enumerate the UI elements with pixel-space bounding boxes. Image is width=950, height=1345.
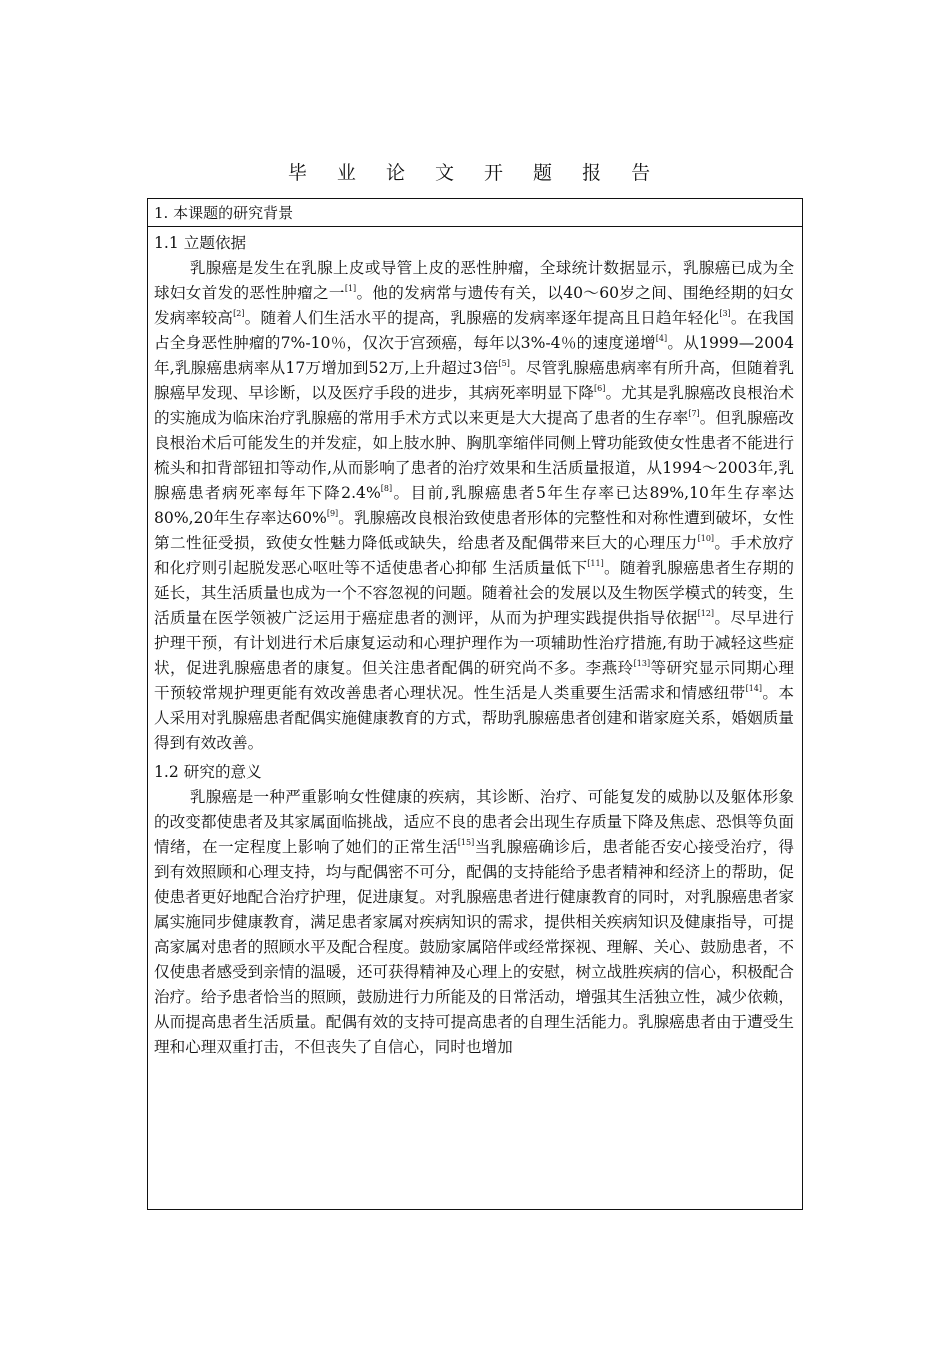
citation-marker: [5] <box>498 359 510 368</box>
section-body <box>148 227 802 1060</box>
text-run: 。随着乳腺癌患者生存期的延长，其生活质量也成为一个不容忽视的问题。随着社会的发展以及生物医学模式的转变，生活质量在医学领被广泛运用于癌症患者的测评，从而为护理实践提供指导依据 <box>154 559 794 627</box>
citation-marker: [8] <box>380 484 393 493</box>
text-run: 。尽早进行护理干预，有计划进行术后康复运动和心理护理作为一项辅助性治疗措施,有助于减轻这些症状，促进乳腺癌患者的康复。但关注患者配偶的研究尚不多。李燕玲 <box>154 609 794 677</box>
text-run: 等研究显示同期心理干预较常规护理更能有效改善患者心理状况。性生活是人类重要生活需求和情感纽带 <box>154 659 794 702</box>
page-title: 毕 业 论 文 开 题 报 告 <box>287 162 663 184</box>
citation-marker: [14] <box>745 684 762 693</box>
significance-paragraph <box>154 785 794 1060</box>
text-run: 。在我国占全身恶性肿瘤的7%-10％，仅次于宫颈癌，每年以3%-4％的速度递增 <box>154 309 794 352</box>
subsection-heading-basis: 1.1 立题依据 <box>154 234 247 252</box>
section-heading: 1. 本课题的研究背景 <box>148 199 802 227</box>
text-run: 当乳腺癌确诊后，患者能否安心接受治疗，得到有效照顾和心理支持，均与配偶密不可分，配偶的支持能给予患者精神和经济上的帮助，促使患者更好地配合治疗护理，促进康复。对乳腺癌患者进行健康教育的同时，对乳腺癌患者家属实施同步健康教育，满足患者家属对疾病知识的需求，提供相关疾病知识及健康指导，可提高家属对患者的照顾水平及配合程度。鼓励家属陪伴或经常探视、理解、关心、鼓励患者，不仅使患者感受到亲情的温暖，还可获得精神及心理上的安慰，树立战胜疾病的信心，积极配合治疗。给予患者恰当的照顾，鼓励进行力所能及的日常活动，增强其生活独立性，减少依赖，从而提高患者生活质量。配偶有效的支持可提高患者的自理生活能力。乳腺癌患者由于遭受生理和心理双重打击，不但丧失了自信心，同时也增加 <box>154 838 794 1056</box>
citation-marker: [1] <box>344 284 357 293</box>
citation-marker: [2] <box>233 309 245 318</box>
citation-marker: [4] <box>655 334 668 343</box>
citation-marker: [10] <box>697 534 715 543</box>
citation-marker: [13] <box>633 659 651 668</box>
citation-marker: [3] <box>719 309 731 318</box>
citation-marker: [12] <box>697 609 715 618</box>
citation-marker: [7] <box>688 409 700 418</box>
text-run: 乳腺癌是发生在乳腺上皮或导管上皮的恶性肿瘤，全球统计数据显示，乳腺癌已成为全球妇女首发的恶性肿瘤之一 <box>154 259 794 302</box>
text-run: 。手术放疗和化疗则引起脱发恶心呕吐等不适使患者心抑郁 生活质量低下 <box>154 534 794 577</box>
subsection-heading-significance: 1.2 研究的意义 <box>154 763 262 781</box>
citation-marker: [11] <box>587 559 604 568</box>
text-run: 。从1999—2004年,乳腺癌患病率从17万增加到52万,上升超过3倍 <box>154 334 794 377</box>
report-form-frame <box>147 198 803 1210</box>
citation-marker: [15] <box>457 838 475 847</box>
text-run: 。本人采用对乳腺癌患者配偶实施健康教育的方式，帮助乳腺癌患者创建和谐家庭关系，婚姻质量得到有效改善。 <box>154 684 794 752</box>
citation-marker: [6] <box>594 384 606 393</box>
text-run: 。他的发病常与遗传有关，以40～60岁之间、围绝经期的妇女发病率较高 <box>154 284 794 327</box>
text-run: 。随着人们生活水平的提高，乳腺癌的发病率逐年提高且日趋年轻化 <box>244 309 720 327</box>
text-run: 。尽管乳腺癌患病率有所升高，但随着乳腺癌早发现、早诊断，以及医疗手段的进步，其病死率明显下降 <box>154 359 794 402</box>
text-run: 。乳腺癌改良根治致使患者形体的完整性和对称性遭到破坏，女性第二性征受损，致使女性魅力降低或缺失，给患者及配偶带来巨大的心理压力 <box>154 509 794 552</box>
text-run: 。尤其是乳腺癌改良根治术的实施成为临床治疗乳腺癌的常用手术方式以来更是大大提高了患者的生存率 <box>154 384 794 427</box>
basis-paragraph <box>154 256 794 756</box>
text-run: 乳腺癌是一种严重影响女性健康的疾病，其诊断、治疗、可能复发的威胁以及躯体形象的改变都使患者及其家属面临挑战，适应不良的患者会出现生存质量下降及焦虑、恐惧等负面情绪，在一定程度上影响了她们的正常生活 <box>154 788 794 856</box>
text-run: 。但乳腺癌改良根治术后可能发生的并发症，如上肢水肿、胸肌挛缩伴同侧上臂功能致使女性患者不能进行梳头和扣背部钮扣等动作,从而影响了患者的治疗效果和生活质量报道，从1994～2003年,乳腺癌患者病死率每年下降2.4% <box>154 409 794 502</box>
text-run: 。目前,乳腺癌患者5年生存率已达89%,10年生存率达80%,20年生存率达60% <box>154 484 794 527</box>
citation-marker: [9] <box>326 509 339 518</box>
